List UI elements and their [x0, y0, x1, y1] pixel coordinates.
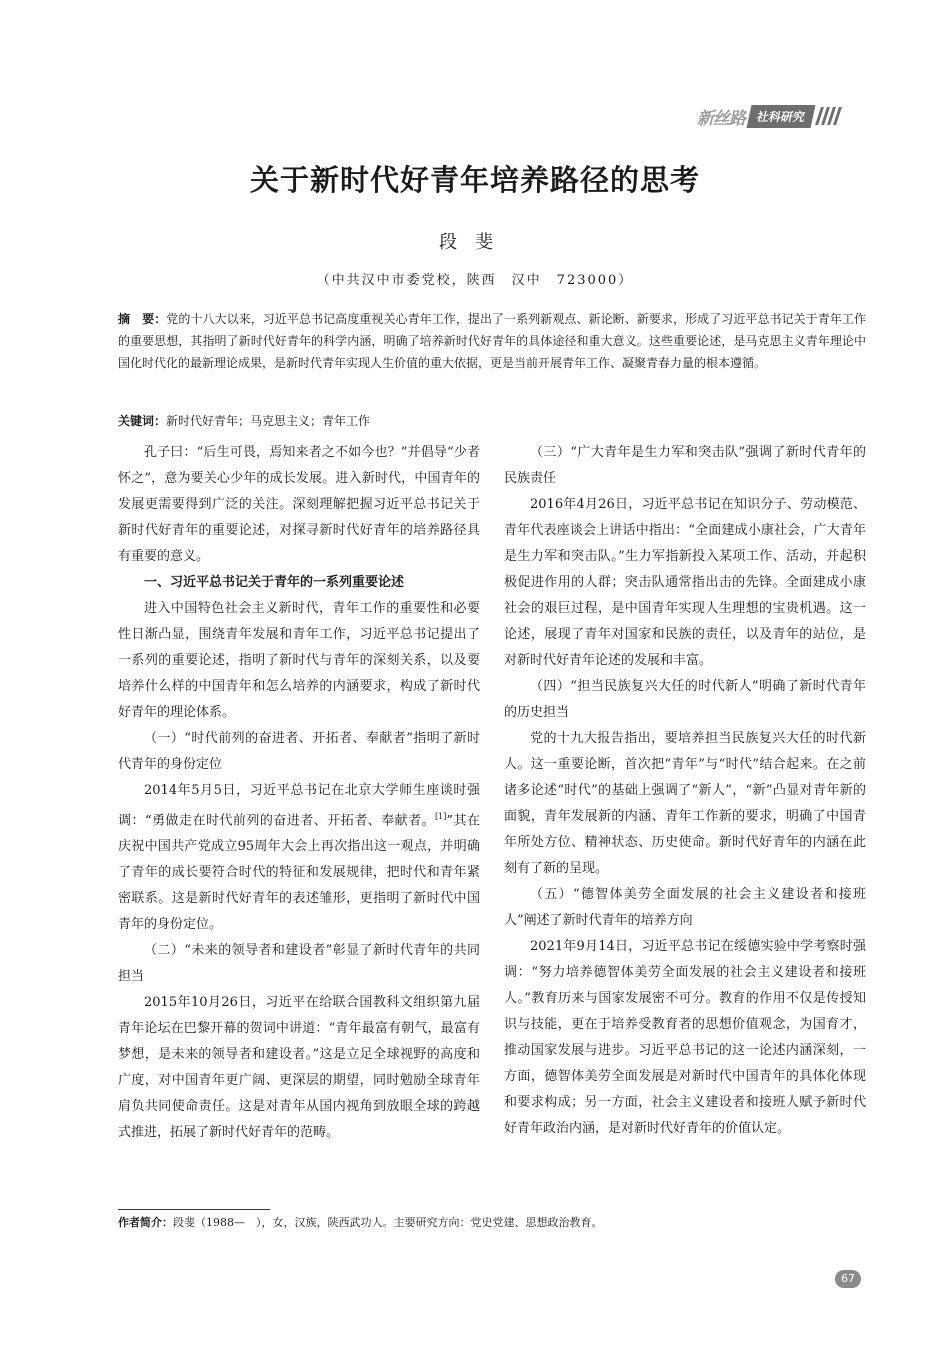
keywords [118, 410, 866, 432]
paragraph: 进入中国特色社会主义新时代，青年工作的重要性和必要性日渐凸显，围绕青年发展和青年工作，习近平总书记提出了一系列的重要论述，指明了新时代与青年的深刻关系，以及要培养什么样的中国青年和怎么培养的内涵要求，构成了新时代好青年的理论体系。 [118, 601, 480, 720]
stripes-decoration-icon [818, 107, 842, 125]
bio-text: 段斐（1988— ），女，汉族，陕西武功人。主要研究方向：党史党建、思想政治教育。 [173, 1216, 603, 1229]
section-tag: 社科研究 [747, 105, 816, 128]
subsection-heading: （二）“未来的领导者和建设者”彰显了新时代青年的共同担当 [118, 943, 480, 985]
journal-header [697, 104, 842, 128]
right-column [504, 440, 866, 1142]
author-affiliation: （中共汉中市委党校，陕西 汉中 723000） [316, 273, 634, 288]
subsection-heading: （三）“广大青年是生力军和突击队”强调了新时代青年的民族责任 [504, 445, 866, 486]
subsection-heading: （一）“时代前列的奋进者、开拓者、奉献者”指明了新时代青年的身份定位 [118, 731, 480, 772]
subsection-heading: （四）“担当民族复兴大任的时代新人”明确了新时代青年的历史担当 [504, 679, 866, 720]
left-column [118, 440, 480, 1146]
paragraph: 2021年9月14日，习近平总书记在绥德实验中学考察时强调：“努力培养德智体美劳全面发展的社会主义建设者和接班人。”教育历来与国家发展密不可分。教育的作用不仅是传授知识与技能，更在于培养受教育者的思想价值观念，为国育才，推动国家发展与进步。习近平总书记的这一论述内涵深刻，一方面，德智体美劳全面发展是对新时代中国青年的具体化体现和要求构成；另一方面，社会主义建设者和接班人赋予新时代好青年政治内涵，是对新时代好青年的价值认定。 [504, 939, 866, 1136]
paragraph: 2016年4月26日，习近平总书记在知识分子、劳动模范、青年代表座谈会上讲话中指出：“全面建成小康社会，广大青年是生力军和突击队。”生力军指新投入某项工作、活动，并起积极促进作用的人群；突击队通常指出击的先锋。全面建成小康社会的艰巨过程，是中国青年实现人生理想的宝贵机遇。这一论述，展现了青年对国家和民族的责任，以及青年的站位，是对新时代好青年论述的发展和丰富。 [504, 497, 866, 668]
journal-brand: 新丝路 [697, 108, 745, 129]
paragraph: 孔子曰：“后生可畏，焉知来者之不如今也？”并倡导“少者怀之”，意为要关心少年的成长发展。进入新时代，中国青年的发展更需要得到广泛的关注。深刻理解把握习近平总书记关于新时代好青年的重要论述，对探寻新时代好青年的培养路径具有重要的意义。 [118, 445, 480, 564]
article-title: 关于新时代好青年培养路径的思考 [249, 163, 700, 197]
author-name: 段斐 [439, 232, 511, 253]
paragraph-text: 2014年5月5日，习近平总书记在北京大学师生座谈时强调：“勇做走在时代前列的奋进者、开拓者、奉献者。 [118, 783, 480, 829]
page-number: 67 [835, 1270, 861, 1288]
footnote-divider [118, 1209, 270, 1210]
citation-ref: [1] [435, 812, 447, 821]
paragraph-text: ”其在庆祝中国共产党成立95周年大会上再次指出这一观点，并明确了青年的成长要符合时代的特征和发展规律，把时代和青年紧密联系。这是新时代好青年的表述雏形，更指明了新时代中国青年的身份定位。 [118, 813, 480, 933]
subsection-heading: （五）“德智体美劳全面发展的社会主义建设者和接班人”阐述了新时代青年的培养方向 [504, 887, 866, 928]
paragraph: 2015年10月26日，习近平在给联合国教科文组织第九届青年论坛在巴黎开幕的贺词中讲道：“青年最富有朝气，最富有梦想，是未来的领导者和建设者。”这是立足全球视野的高度和广度，对中国青年更广阔、更深层的期望，同时勉励全球青年肩负共同使命责任。这是对青年从国内视角到放眼全球的跨越式推进，拓展了新时代好青年的范畴。 [118, 995, 480, 1141]
paragraph [118, 778, 480, 938]
abstract-label: 摘 要： [118, 312, 167, 326]
section-heading: 一、习近平总书记关于青年的一系列重要论述 [144, 575, 405, 590]
author-bio [118, 1214, 866, 1232]
bio-label: 作者简介： [118, 1216, 173, 1229]
keywords-label: 关键词： [118, 414, 167, 428]
abstract-text: 党的十八大以来，习近平总书记高度重视关心青年工作，提出了一系列新观点、新论断、新要求，形成了习近平总书记关于青年工作的重要思想，其指明了新时代好青年的科学内涵，明确了培养新时代好青年的具体途径和重大意义。这些重要论述，是马克思主义青年理论中国化时代化的最新理论成果，是新时代青年实现人生价值的重大依据，更是当前开展青年工作、凝聚青春力量的根本遵循。 [118, 312, 866, 370]
paragraph: 党的十九大报告指出，要培养担当民族复兴大任的时代新人。这一重要论断，首次把“青年”与“时代”结合起来。在之前诸多论述“时代”的基础上强调了“新人”，“新”凸显对青年新的面貌，青年发展新的内涵、青年工作新的要求，明确了中国青年所处方位、精神状态、历史使命。新时代好青年的内涵在此刻有了新的呈现。 [504, 731, 866, 876]
abstract [118, 308, 866, 374]
keywords-text: 新时代好青年；马克思主义；青年工作 [166, 414, 371, 428]
